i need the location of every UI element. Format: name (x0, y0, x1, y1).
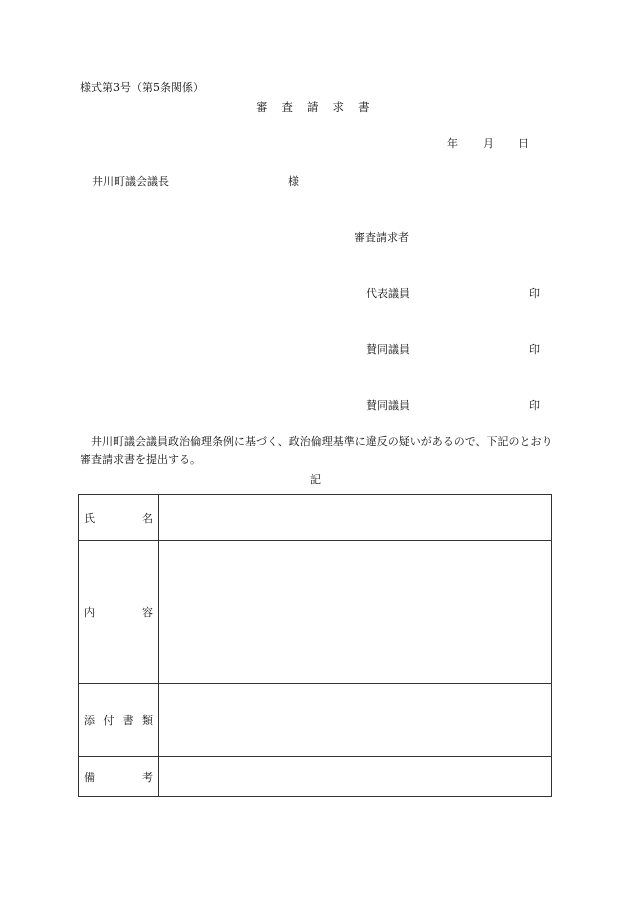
attachments-field-label (79, 684, 159, 757)
seal-mark: 印 (529, 399, 540, 412)
date-month-label: 月 (483, 137, 494, 150)
label-char: 考 (142, 770, 153, 784)
date-day-label: 日 (518, 137, 529, 150)
requester-label: 審査請求者 (354, 231, 409, 244)
name-field-label (79, 495, 159, 541)
label-char: 類 (141, 714, 153, 727)
seal-mark: 印 (529, 287, 540, 300)
label-char: 容 (142, 606, 153, 619)
request-statement: 井川町議会議員政治倫理条例に基づく、政治倫理基準に違反の疑いがあるので、下記のとおり審査請求書を提出する。 (80, 435, 553, 466)
attachments-field[interactable] (159, 684, 552, 757)
name-field[interactable] (159, 495, 552, 541)
table-row (79, 757, 552, 797)
remarks-field-label (79, 757, 159, 797)
supporting-member-label: 賛同議員 (366, 343, 410, 356)
table-row (79, 541, 552, 684)
form-number-label: 様式第3号（第5条関係） (80, 81, 204, 94)
label-char: 付 (103, 714, 115, 727)
document-title: 審査請求書 (256, 100, 384, 114)
label-char: 備 (84, 770, 95, 784)
supporting-member-label: 賛同議員 (366, 399, 410, 412)
content-field-label (79, 541, 159, 684)
representative-member-label: 代表議員 (366, 287, 410, 300)
addressee-name: 井川町議会議長 (92, 175, 169, 188)
label-char: 名 (142, 511, 153, 525)
request-details-table (78, 494, 552, 797)
label-char: 添 (84, 714, 95, 727)
label-char: 書 (122, 714, 134, 727)
ki-heading: 記 (310, 473, 321, 486)
label-char: 氏 (84, 511, 95, 525)
table-row (79, 684, 552, 757)
table-row (79, 495, 552, 541)
remarks-field[interactable] (159, 757, 552, 797)
label-char: 内 (84, 606, 95, 619)
seal-mark: 印 (529, 343, 540, 356)
date-year-label: 年 (447, 137, 458, 150)
addressee-honorific: 様 (288, 175, 299, 188)
content-field[interactable] (159, 541, 552, 684)
